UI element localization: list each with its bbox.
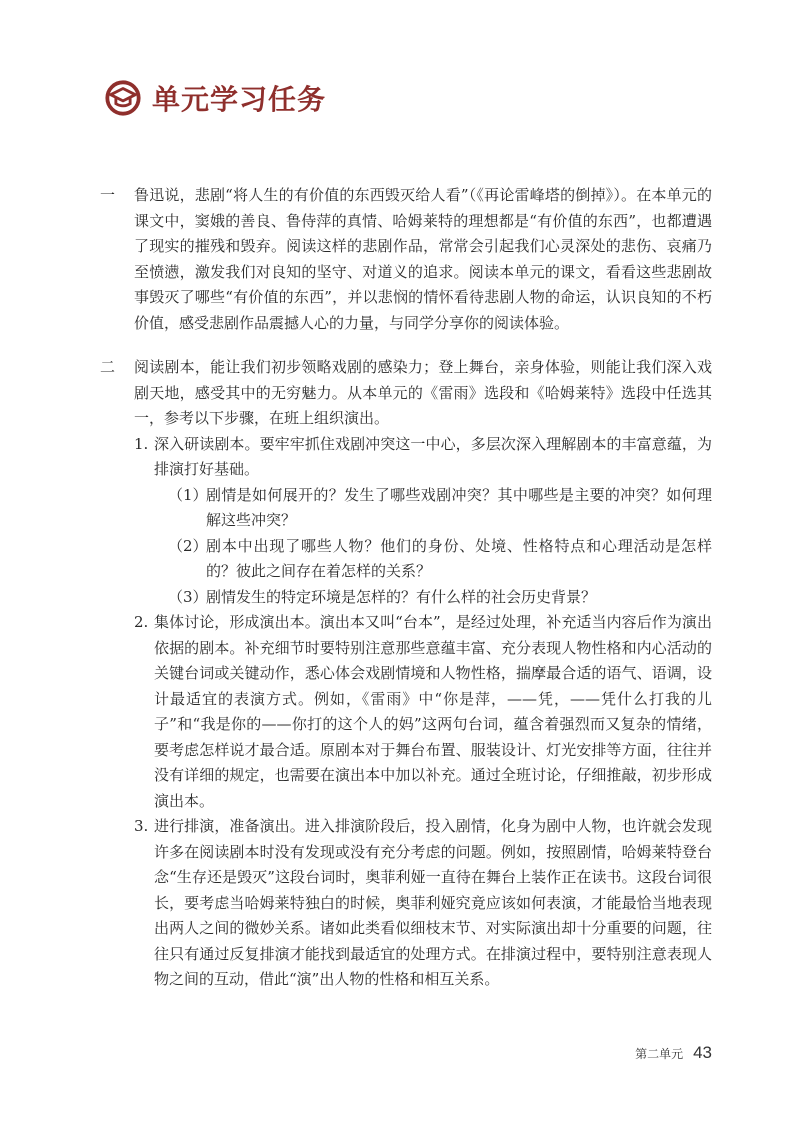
- task-item: [100, 183, 712, 336]
- section-header: [104, 78, 326, 118]
- page-number: 43: [693, 1043, 712, 1062]
- step-text: 深入研读剧本。要牢牢抓住戏剧冲突这一中心，多层次深入理解剧本的丰富意蕴，为排演打好基础。: [154, 434, 712, 478]
- step-item: [134, 610, 712, 814]
- sub-text: 剧本中出现了哪些人物？他们的身份、处境、性格特点和心理活动是怎样的？彼此之间存在着怎样的关系？: [206, 536, 712, 580]
- step-item: [134, 814, 712, 993]
- step-number: 3.: [134, 817, 149, 835]
- page-footer: [635, 1043, 712, 1063]
- step-number: 1.: [134, 434, 149, 453]
- step-number: 2.: [134, 613, 149, 631]
- task-number: 一: [100, 186, 116, 204]
- sub-number: （2）: [168, 536, 208, 555]
- sub-number: （3）: [168, 587, 208, 606]
- step-item: [134, 432, 712, 611]
- sub-text: 剧情是如何展开的？发生了哪些戏剧冲突？其中哪些是主要的冲突？如何理解这些冲突？: [206, 485, 712, 529]
- sub-item: [168, 585, 712, 611]
- step-text: 进行排演，准备演出。进入排演阶段后，投入剧情，化身为剧中人物，也许就会发现许多在阅读剧本时没有发现或没有充分考虑的问题。例如，按照剧情，哈姆莱特登台念“生存还是毁灭”这段台词时，奥菲利娅一直待在舞台上装作正在读书。这段台词很长，要考虑当哈姆莱特独白的时候，奥菲利娅究竟应该如何表演，才能最恰当地表现出两人之间的微妙关系。诸如此类看似细枝末节、对实际演出却十分重要的问题，往往只有通过反复排演才能找到最适宜的处理方式。在排演过程中，要特别注意表现人物之间的互动，借此“演”出人物的性格和相互关系。: [154, 817, 712, 988]
- sub-item: [168, 534, 712, 585]
- step-text: 集体讨论，形成演出本。演出本又叫“台本”，是经过处理，补充适当内容后作为演出依据的剧本。补充细节时要特别注意那些意蕴丰富、充分表现人物性格和内心活动的关键台词或关键动作，悉心体会戏剧情境和人物性格，揣摩最合适的语气、语调，设计最适宜的表演方式。例如，《雷雨》中“你是萍，——凭，——凭什么打我的儿子”和“我是你的——你打的这个人的妈”这两句台词，蕴含着强烈而又复杂的情绪，要考虑怎样说才最合适。原剧本对于舞台布置、服装设计、灯光安排等方面，往往并没有详细的规定，也需要在演出本中加以补充。通过全班讨论，仔细推敲，初步形成演出本。: [154, 613, 712, 810]
- sub-number: （1）: [168, 485, 208, 504]
- task-item: [100, 355, 712, 993]
- task-intro: 阅读剧本，能让我们初步领略戏剧的感染力；登上舞台，亲身体验，则能让我们深入戏剧天地，感受其中的无穷魅力。从本单元的《雷雨》选段和《哈姆莱特》选段中任选其一，参考以下步骤，在班上组织演出。: [134, 358, 712, 427]
- sub-text: 剧情发生的特定环境是怎样的？有什么样的社会历史背景？: [206, 587, 597, 606]
- mortarboard-icon: [104, 79, 142, 117]
- sub-item: [168, 483, 712, 534]
- page-title: 单元学习任务: [152, 83, 327, 116]
- task-list: [100, 183, 712, 1012]
- unit-label: 第二单元: [635, 1047, 684, 1061]
- task-text: 鲁迅说，悲剧“将人生的有价值的东西毁灭给人看”（《再论雷峰塔的倒掉》）。在本单元的课文中，窦娥的善良、鲁侍萍的真情、哈姆莱特的理想都是“有价值的东西”，也都遭遇了现实的摧残和毁弃。阅读这样的悲剧作品，常常会引起我们心灵深处的悲伤、哀痛乃至愤懑，激发我们对良知的坚守、对道义的追求。阅读本单元的课文，看看这些悲剧故事毁灭了哪些“有价值的东西”，并以悲悯的情怀看待悲剧人物的命运，认识良知的不朽价值，感受悲剧作品震撼人心的力量，与同学分享你的阅读体验。: [134, 186, 712, 332]
- task-number: 二: [100, 358, 116, 376]
